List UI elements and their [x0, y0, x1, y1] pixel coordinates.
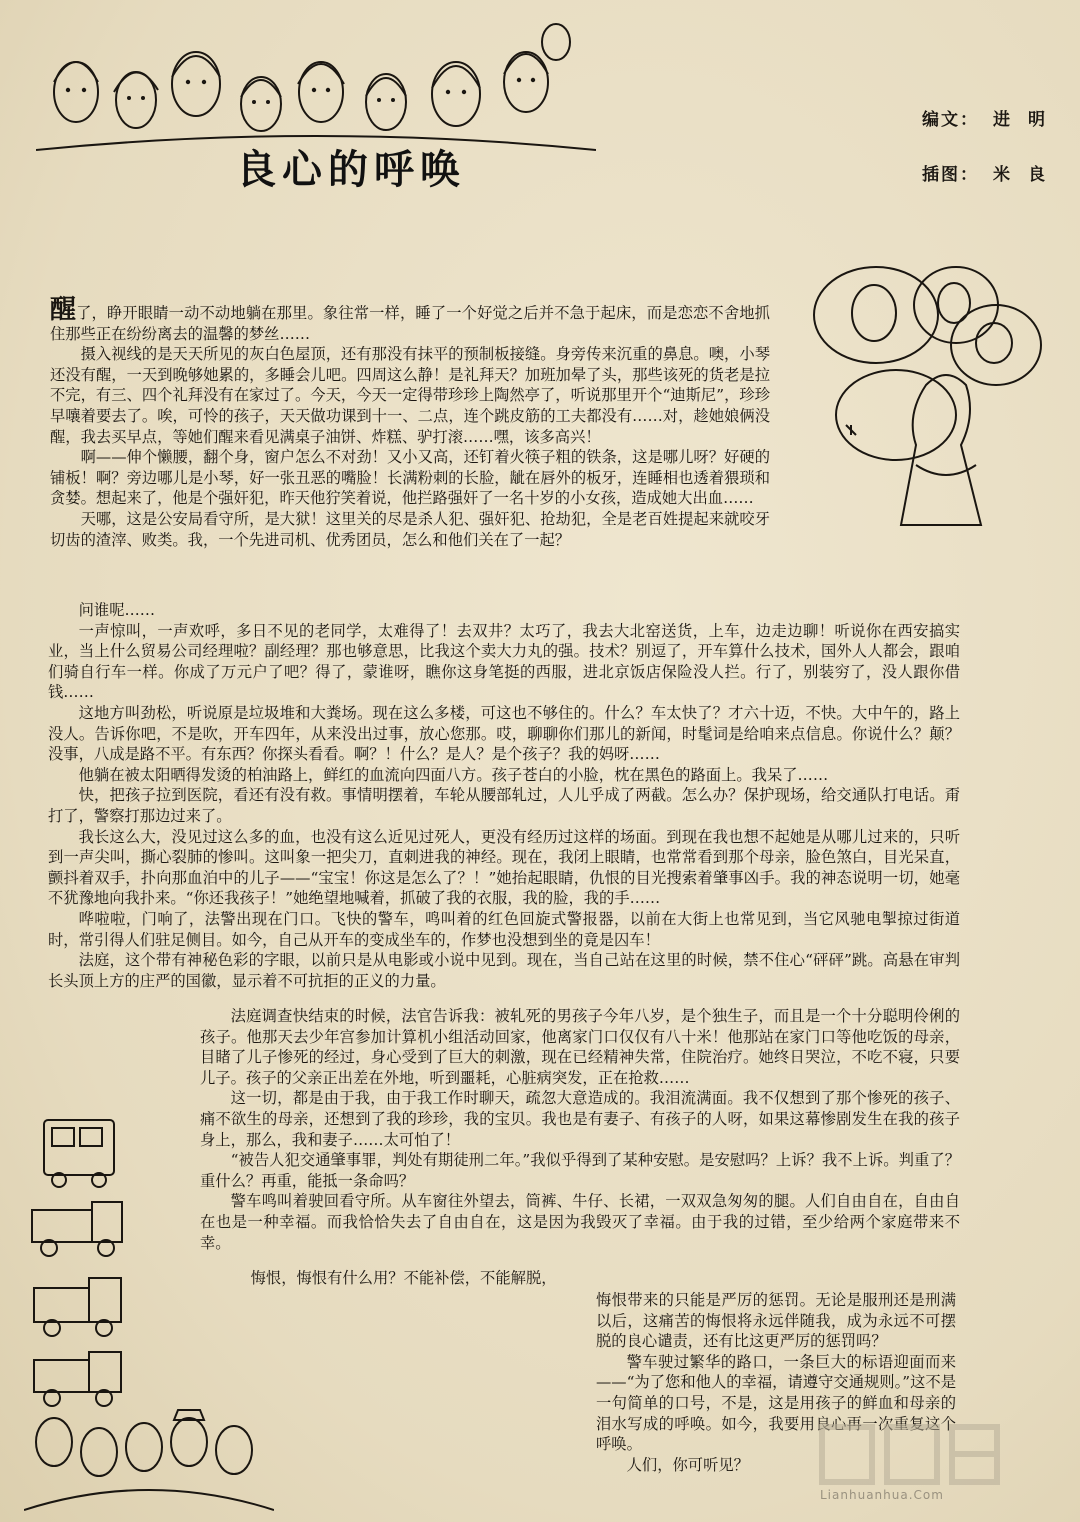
crowd-illustration: [24, 1392, 274, 1512]
paragraph-6: 一声惊叫，一声欢呼，多日不见的老同学，太难得了！去双井？太巧了，我去大北窑送货，上车，边走边聊！听说你在西安搞实业，当上什么贸易公司经理啦？副经理？那也够意思，比我这个卖大力丸的强。技术？别逗了，开车算什么技术，国外人人都会，跟咱们骑自行车一样。你成了万元户了吧？得了，蒙谁呀，瞧你这身笔挺的西服，进北京饭店保险没人拦。行了，别装穷了，没人跟你借钱……: [48, 621, 960, 702]
article-body-lower: [200, 1006, 960, 1253]
paragraph-3: 啊——伸个懒腰，翻个身，窗户怎么不对劲！又小又高，还钉着火筷子粗的铁条，这是哪儿呀？好硬的铺板！啊？旁边哪儿是小琴，好一张丑恶的嘴脸！长满粉刺的长脸，龇在唇外的板牙，连睡相也透着猥琐和贪婪。想起来了，他是个强奸犯，昨天他狞笑着说，他拦路强奸了一名十岁的小女孩，造成她大出血……: [50, 448, 770, 508]
paragraph-15: “被告人犯交通肇事罪，判处有期徒刑二年。”我似乎得到了某种安慰。是安慰吗？上诉？我不上诉。判重了？重什么？再重，能抵一条命吗？: [200, 1151, 960, 1190]
paragraph-19: 警车驶过繁华的路口，一条巨大的标语迎面而来——“为了您和他人的幸福，请遵守交通规则。”这不是一句简单的口号，不是，这是用孩子的鲜血和母亲的泪水写成的呼唤。如今，我要用良心再一次重复这个呼唤。: [596, 1352, 956, 1454]
watermark-text: Lianhuanhua.Com: [820, 1488, 944, 1502]
paragraph-9: 快，把孩子拉到医院，看还有没有救。事情明摆着，车轮从腰部轧过，人儿乎成了两截。怎么办？保护现场，给交通队打电话。甭打了，警察打那边过来了。: [48, 786, 960, 825]
article-body-top: [50, 295, 770, 550]
paragraph-7: 这地方叫劲松，听说原是垃圾堆和大粪场。现在这么多楼，可这也不够住的。什么？车太快了？才六十迈，不快。大中午的，路上没人。告诉你吧，不是吹，开车四年，从来没出过事，放心您那。哎，聊聊你们那儿的新闻，时髦词是给咱来点信息。你说什么？颠？没事，八成是路不平。有东西？你探头看看。啊？！什么？是人？是个孩子？我的妈呀……: [48, 703, 960, 764]
illustrator-label: 插图：: [922, 165, 979, 185]
article-body-regret-start: [220, 1268, 600, 1289]
paragraph-2: 摄入视线的是天天所见的灰白色屋顶，还有那没有抹平的预制板接缝。身旁传来沉重的鼻息。噢，小琴还没有醒，一天到晚够她累的，多睡会儿吧。四周这么静！是礼拜天？加班加晕了头，那些该死的货老是拉不完，有三、四个礼拜没有在家过了。今天，今天一定得带珍珍上陶然亭了，听说那里开个“迪斯尼”，珍珍早嚷着要去了。唉，可怜的孩子，天天做功课到十一、二点，连个跳皮筋的工夫都没有……对，趁她娘俩没醒，我去买早点，等她们醒来看见满桌子油饼、炸糕、驴打滚……嘿，该多高兴！: [50, 345, 770, 446]
paragraph-1: 醒了，睁开眼睛一动不动地躺在那里。象往常一样，睡了一个好觉之后并不急于起床，而是恋恋不舍地抓住那些正在纷纷离去的温馨的梦丝……: [50, 295, 770, 343]
writer-label: 编文：: [922, 110, 979, 130]
paragraph-14: 这一切，都是由于我，由于我工作时聊天，疏忽大意造成的。我泪流满面。我不仅想到了那个惨死的孩子、痛不欲生的母亲，还想到了我的珍珍，我的宝贝。我也是有妻子、有孩子的人呀，如果这幕惨剧发生在我的孩子身上，那么，我和妻子……太可怕了！: [200, 1089, 960, 1149]
paragraph-12: 法庭，这个带有神秘色彩的字眼，以前只是从电影或小说中见到。现在，当自己站在这里的时候，禁不住心“砰砰”跳。高悬在审判长头顶上方的庄严的国徽，显示着不可抗拒的正义的力量。: [48, 951, 960, 990]
article-body-middle: [48, 600, 960, 991]
paragraph-4: 天哪，这是公安局看守所，是大狱！这里关的尽是杀人犯、强奸犯、抢劫犯，全是老百姓提起来就咬牙切齿的渣滓、败类。我，一个先进司机、优秀团员，怎么和他们关在了一起？: [50, 509, 770, 549]
grieving-man-illustration: [806, 265, 1046, 545]
article-title: 良心的呼唤: [236, 147, 466, 193]
paragraph-20: 人们，你可听见？: [626, 1455, 749, 1474]
paragraph-8: 他躺在被太阳晒得发烫的柏油路上，鲜红的血流向四面八方。孩子苍白的小脸，枕在黑色的路面上。我呆了……: [78, 765, 829, 784]
writer-credit: [922, 105, 1063, 130]
vehicle-sketches-illustration: [24, 1110, 134, 1440]
illustrator-name: 米良: [993, 165, 1063, 185]
paragraph-17: 悔恨，悔恨有什么用？不能补偿，不能解脱，: [250, 1269, 557, 1287]
paragraph-10: 我长这么大，没见过这么多的血，也没有这么近见过死人，更没有经历过这样的场面。到现在我也想不起她是从哪儿过来的，只听到一声尖叫，撕心裂肺的惨叫。这叫象一把尖刀，直刺进我的神经。现在，我闭上眼睛，也常常看到那个母亲，脸色煞白，目光呆直，颤抖着双手，扑向那血泊中的儿子——“宝宝！你这是怎么了？！”她抬起眼睛，仇恨的目光搜索着肇事凶手。我的神态说明一切，她毫不犹豫地向我扑来。“你还我孩子！”她绝望地喊着，抓破了我的衣服，我的脸，我的手……: [48, 827, 960, 908]
paragraph-18: 悔恨带来的只能是严厉的惩罚。无论是服刑还是刑满以后，这痛苦的悔恨将永远伴随我，成为永远不可摆脱的良心谴责，还有比这更严厉的惩罚吗？: [596, 1291, 956, 1351]
paragraph-16: 警车鸣叫着驶回看守所。从车窗往外望去，筒裤、牛仔、长裙，一双双急匆匆的腿。人们自由自在，自由自在也是一种幸福。而我恰恰失去了自由自在，这是因为我毁灭了幸福。由于我的过错，至少给两个家庭带来不幸。: [200, 1192, 960, 1252]
drop-cap: 醒: [50, 295, 77, 325]
illustrator-credit: [922, 160, 1063, 185]
paragraph-5: 问谁呢……: [78, 601, 156, 619]
writer-name: 进明: [993, 110, 1063, 130]
paragraph-13: 法庭调查快结束的时候，法官告诉我：被轧死的男孩子今年八岁，是个独生子，而且是一个十分聪明伶俐的孩子。他那天去少年宫参加计算机小组活动回家，他离家门口仅仅有八十米！他那站在家门口等他吃饭的母亲，目睹了儿子惨死的经过，身心受到了巨大的刺激，现在已经精神失常，住院治疗。她终日哭泣，不吃不寝，只要儿子。孩子的父亲正出差在外地，听到噩耗，心脏病突发，正在抢救……: [200, 1007, 960, 1087]
header-faces-illustration: [36, 22, 596, 152]
paragraph-11: 哗啦啦，门响了，法警出现在门口。飞快的警车，鸣叫着的红色回旋式警报器，以前在大街上也常见到，当它风驰电掣掠过街道时，常引得人们驻足侧目。如今，自己从开车的变成坐车的，作梦也没想到坐的竟是囚车！: [48, 909, 960, 949]
